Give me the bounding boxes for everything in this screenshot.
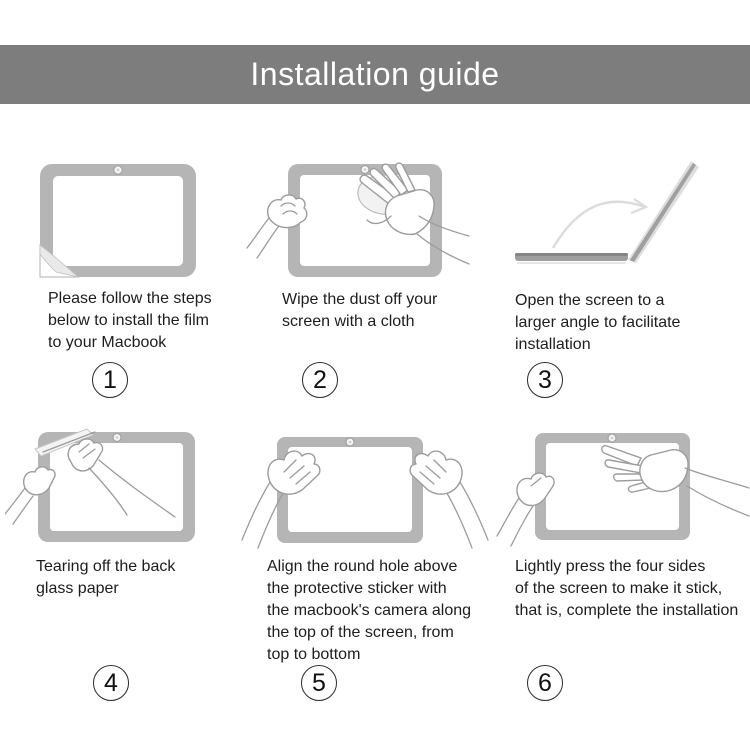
step-3-description: Open the screen to a larger angle to facilitate installation	[515, 292, 681, 353]
align-film-with-camera-icon	[240, 420, 490, 560]
page-title: Installation guide	[250, 56, 500, 92]
step-4-description: Tearing off the back glass paper	[36, 558, 176, 597]
screen-with-peeling-film-icon	[20, 150, 240, 285]
press-four-sides-icon	[495, 418, 750, 558]
step-3-number-badge: 3	[527, 362, 563, 398]
step-1-description: Please follow the steps below to install the film to your Macbook	[48, 290, 212, 351]
open-laptop-wide-angle-icon	[495, 150, 740, 285]
wipe-screen-with-cloth-icon	[245, 150, 470, 285]
step-4-number-badge: 4	[93, 665, 129, 701]
step-5-number-badge: 5	[301, 665, 337, 701]
banner	[0, 45, 750, 104]
step-6-number-badge: 6	[527, 665, 563, 701]
step-2-description: Wipe the dust off your screen with a cloth	[282, 291, 438, 330]
step-1-number-badge: 1	[92, 362, 128, 398]
step-5-description: Align the round hole above the protective sticker with the macbook's camera along the top of the screen, from top to bottom	[267, 558, 472, 663]
step-2-number-badge: 2	[302, 362, 338, 398]
step-6-description: Lightly press the four sides of the screen to make it stick, that is, complete the installation	[515, 558, 739, 619]
tear-off-backing-paper-icon	[5, 422, 235, 562]
